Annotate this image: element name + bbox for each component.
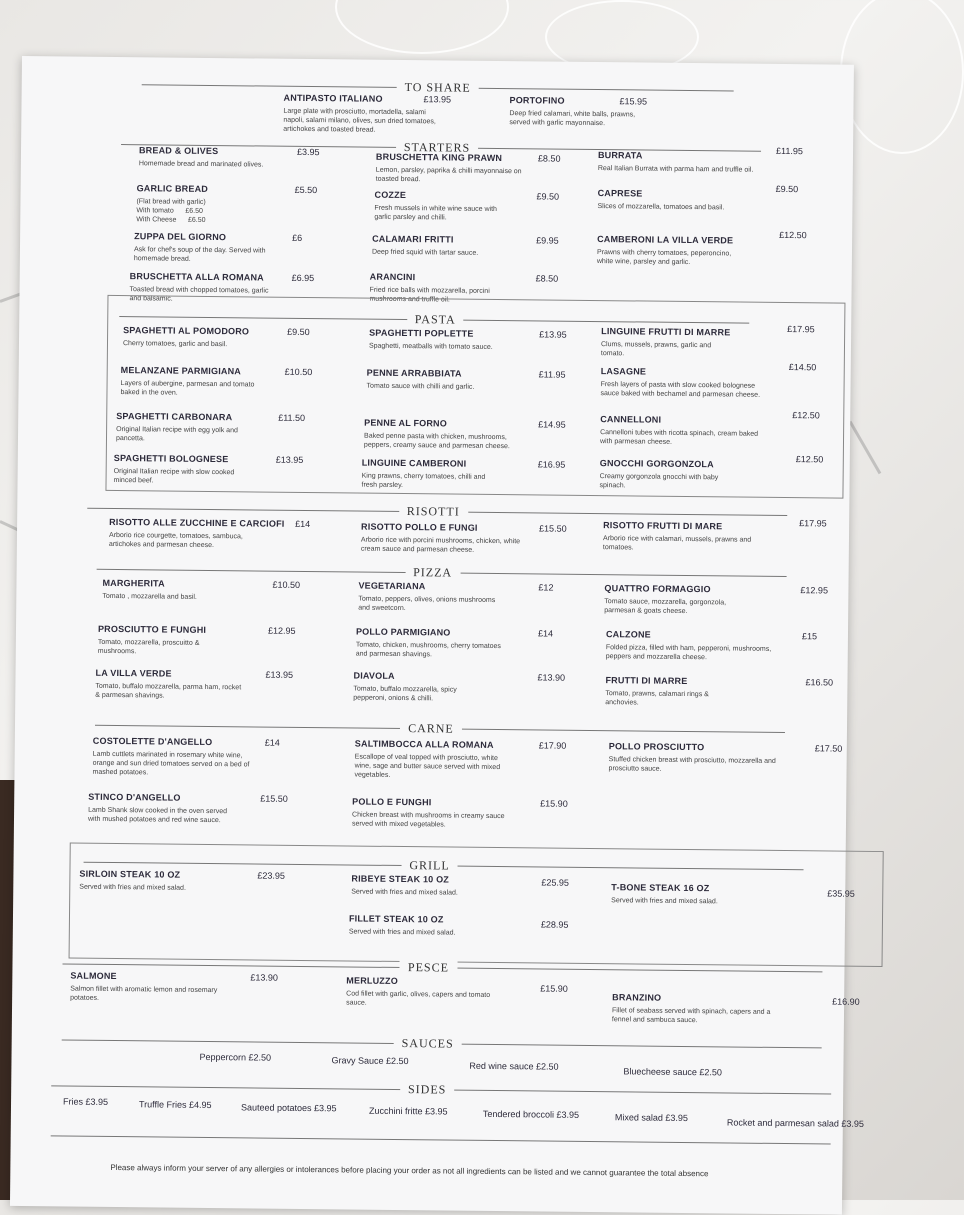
menu-item (361, 522, 611, 557)
item-name: COSTOLETTE D'ANGELLO (92, 735, 213, 748)
item-description: Escallope of veal topped with prosciutto, white wine, sage and butter sauce served with mixed vegetables. (354, 753, 501, 779)
menu-item (604, 583, 854, 618)
side-item: Truffle Fries £4.95 (138, 1099, 212, 1111)
item-name: SPAGHETTI CARBONARA (116, 411, 233, 423)
item-name: FRUTTI DI MARRE (605, 675, 688, 687)
item-description: Tomato, chicken, mushrooms, cherry tomatoes and parmesan shavings. (355, 641, 502, 659)
item-price: £11.95 (775, 145, 803, 157)
menu-item (102, 578, 352, 604)
item-price: £17.95 (799, 518, 827, 529)
item-price: £9.50 (287, 326, 310, 338)
item-name: BURRATA (597, 150, 643, 161)
item-description: Layers of aubergine, parmesan and tomato baked in the oven. (120, 380, 255, 397)
item-price: £13.90 (250, 972, 278, 983)
menu-sheet (10, 56, 865, 1215)
item-name: MARGHERITA (102, 577, 165, 589)
section-title: PESCE (400, 960, 457, 975)
menu-item (123, 325, 373, 351)
item-price: £35.95 (827, 888, 855, 899)
section-title: PASTA (407, 312, 464, 327)
item-name: CAPRESE (597, 188, 643, 199)
menu-item (114, 453, 364, 488)
section-title: TO SHARE (397, 80, 479, 95)
item-price: £3.95 (296, 146, 320, 158)
side-item: Tendered broccoli £3.95 (482, 1108, 580, 1120)
menu-item (600, 362, 850, 401)
item-price: £13.95 (265, 669, 294, 680)
menu-item (599, 454, 849, 493)
item-price: £12.95 (800, 585, 829, 596)
item-price: £14.95 (538, 419, 566, 430)
item-name: SPAGHETTI AL POMODORO (123, 325, 250, 337)
item-name: QUATTRO FORMAGGIO (604, 583, 711, 595)
item-description: Cherry tomatoes, garlic and basil. (122, 340, 228, 349)
menu-item (364, 418, 614, 453)
side-item: Mixed salad £3.95 (614, 1112, 689, 1124)
item-price: £25.95 (541, 877, 569, 888)
menu-item (70, 971, 320, 1006)
item-name: STINCO D'ANGELLO (88, 791, 181, 803)
item-name: ARANCINI (369, 271, 416, 283)
section-title: STARTERS (396, 140, 478, 155)
section-title: SAUCES (394, 1036, 462, 1051)
sauce-item: Red wine sauce £2.50 (469, 1060, 559, 1072)
item-name: SALMONE (70, 970, 117, 982)
item-price: £11.95 (538, 369, 566, 380)
item-description: Tomato sauce with chilli and garlic. (366, 382, 475, 391)
item-description: Deep fried squid with tartar sauce. (371, 248, 479, 257)
item-name: SPAGHETTI POPLETTE (369, 327, 474, 339)
item-description: Lamb cuttlets marinated in rosemary white wine, orange and sun dried tomatoes served on a bed of mashed potatoes. (92, 750, 250, 777)
item-description: Salmon fillet with aromatic lemon and rosemary potatoes. (70, 985, 218, 1002)
menu-item (353, 671, 603, 706)
item-price: £15.50 (260, 793, 288, 804)
menu-item (509, 95, 709, 129)
item-description: Real Italian Burrata with parma ham and truffle oil. (597, 165, 754, 174)
item-price: £14 (295, 518, 311, 530)
item-description: Prawns with cherry tomatoes, peperoncino, white wine, parsley and garlic. (596, 249, 732, 267)
item-price: £6.95 (291, 272, 315, 284)
item-name: MELANZANE PARMIGIANA (120, 365, 242, 377)
item-price: £10.50 (272, 579, 301, 590)
item-description: Homemade bread and marinated olives. (138, 160, 264, 169)
item-price: £16.50 (805, 677, 834, 688)
menu-item (351, 873, 601, 899)
item-price: £14 (537, 628, 554, 639)
item-name: GNOCCHI GORGONZOLA (599, 458, 714, 470)
item-description: Fried rice balls with mozzarella, porcini mushrooms and truffle oil. (369, 286, 490, 304)
menu-item (120, 365, 370, 400)
menu-item (605, 675, 855, 710)
item-price: £28.95 (540, 919, 569, 930)
item-name: RISOTTO ALLE ZUCCHINE E CARCIOFI (109, 516, 285, 529)
item-description: (Flat bread with garlic) (136, 198, 206, 206)
menu-item (352, 796, 602, 831)
menu-item (95, 668, 345, 703)
item-price: £5.50 (294, 184, 318, 196)
item-name: LA VILLA VERDE (95, 667, 172, 679)
section-starters (21, 134, 853, 304)
side-item: Fries £3.95 (63, 1096, 109, 1107)
item-name: SPAGHETTI BOLOGNESE (113, 452, 229, 465)
item-name: COZZE (374, 189, 407, 201)
item-description: Arborio rice courgette, tomatoes, sambuca, artichokes and parmesan cheese. (108, 531, 243, 550)
section-title: RISOTTI (399, 504, 468, 519)
menu-item (98, 624, 348, 659)
menu-item (597, 183, 847, 214)
item-description: Stuffed chicken breast with prosciutto, mozzarella and prosciutto sauce. (608, 756, 776, 773)
section-sauces (12, 1030, 844, 1078)
item-price: £17.95 (787, 324, 815, 335)
menu-item (136, 183, 386, 227)
menu-item (283, 93, 483, 136)
item-description: Original Italian recipe with egg yolk and pancetta. (115, 426, 238, 443)
menu-item (612, 992, 862, 1027)
menu-item (358, 581, 608, 616)
item-description: Baked penne pasta with chicken, mushrooms, peppers, creamy sauce and parmesan cheese. (363, 432, 510, 451)
item-price: £15.90 (540, 983, 568, 994)
menu-item (599, 410, 850, 449)
sauce-item: Bluecheese sauce £2.50 (623, 1066, 723, 1078)
item-description: Chicken breast with mushrooms in creamy sauce served with mixed vegetables. (351, 811, 505, 829)
item-description: Tomato, buffalo mozzarella, parma ham, rocket & parmesan shavings. (95, 682, 242, 700)
marble-vein (849, 421, 882, 474)
sauce-item: Peppercorn £2.50 (199, 1051, 272, 1063)
item-name: CAMBERONI LA VILLA VERDE (597, 234, 734, 246)
side-item: Rocket and parmesan salad £3.95 (726, 1117, 865, 1129)
menu-item (596, 229, 847, 269)
menu-item (88, 792, 338, 827)
item-name: PROSCIUTTO E FUNGHI (97, 623, 207, 635)
item-description: Creamy gorgonzola gnocchi with baby spinach. (599, 473, 719, 490)
item-description: Tomato, peppers, olives, onions mushrooms and sweetcorn. (358, 595, 496, 613)
section-title: SIDES (400, 1082, 454, 1097)
item-name: CANNELLONI (600, 414, 662, 425)
item-price: £17.50 (814, 743, 843, 754)
item-name: PORTOFINO (509, 95, 565, 106)
allergy-notice: Please always inform your server of any allergies or intolerances before placing your order as not all ingredients can be listed and we cannot guarantee the total absence (110, 1162, 709, 1179)
side-item: Zucchini fritte £3.95 (368, 1105, 448, 1117)
menu-item (609, 741, 859, 776)
item-option: With tomato £6.50 (136, 207, 203, 215)
item-price: £12.50 (779, 229, 807, 241)
item-description: Spaghetti, meatballs with tomato sauce. (368, 342, 493, 351)
item-name: T-BONE STEAK 16 OZ (611, 882, 710, 894)
section-title: GRILL (401, 858, 457, 873)
item-price: £6 (292, 232, 303, 243)
menu-item (605, 629, 818, 663)
item-description: Tomato sauce, mozzarella, gorgonzola, parmesan & goats cheese. (604, 598, 727, 615)
item-description: Deep fried calamari, white balls, prawns, served with garlic mayonnaise. (509, 110, 636, 128)
menu-item (603, 520, 853, 555)
item-name: POLLO PARMIGIANO (355, 626, 451, 638)
wine-glass-base (335, 0, 509, 54)
section-header (11, 1076, 843, 1103)
menu-item (354, 739, 604, 783)
item-price: £11.50 (278, 412, 306, 423)
menu-item (597, 145, 848, 176)
item-name: GARLIC BREAD (136, 183, 209, 194)
section-risotti (17, 498, 849, 554)
item-name: PENNE ARRABBIATA (366, 367, 462, 379)
item-price: £13.95 (539, 329, 567, 340)
item-price: £8.50 (535, 273, 559, 284)
item-description: Served with fries and mixed salad. (348, 928, 456, 937)
item-price: £12 (538, 582, 554, 593)
item-name: RIBEYE STEAK 10 OZ (351, 873, 450, 885)
item-description: Served with fries and mixed salad. (351, 888, 458, 897)
item-price: £17.90 (538, 740, 567, 751)
item-name: SIRLOIN STEAK 10 OZ (79, 868, 181, 880)
item-name: BRUSCHETTA KING PRAWN (375, 151, 503, 164)
item-option: With Cheese £6.50 (136, 216, 206, 224)
item-description: Original Italian recipe with slow cooked minced beef. (113, 467, 235, 485)
menu-item (376, 152, 626, 187)
item-description: Served with fries and mixed salad. (611, 897, 718, 906)
item-description: Fresh layers of pasta with slow cooked bolognese sauce baked with bechamel and parmesan cheese. (600, 381, 761, 399)
menu-item (611, 882, 861, 908)
sauce-item: Gravy Sauce £2.50 (331, 1055, 409, 1067)
item-name: POLLO E FUNGHI (352, 796, 432, 808)
menu-item (369, 328, 619, 354)
item-description: Arborio rice with porcini mushrooms, chicken, white cream sauce and parmesan cheese. (360, 536, 521, 554)
item-price: £10.50 (284, 366, 313, 378)
section-to-share (22, 74, 854, 134)
item-name: BRUSCHETTA ALLA ROMANA (129, 271, 264, 283)
item-description: Lamb Shank slow cooked in the oven served with mushed potatoes and red wine sauce. (87, 806, 228, 825)
menu-item (367, 368, 617, 394)
menu-item (361, 458, 611, 493)
section-header (12, 1030, 844, 1057)
item-name: BRANZINO (612, 992, 662, 1003)
item-price: £13.90 (537, 672, 566, 683)
item-name: ANTIPASTO ITALIANO (283, 92, 383, 104)
menu-item (346, 975, 596, 1010)
item-price: £13.95 (423, 94, 452, 105)
item-name: LINGUINE CAMBERONI (361, 457, 467, 469)
item-price: £9.50 (775, 183, 799, 195)
item-name: LINGUINE FRUTTI DI MARRE (601, 326, 731, 338)
item-price: £9.50 (536, 191, 560, 202)
item-description: Clums, mussels, prawns, garlic and tomato. (600, 341, 712, 358)
menu-item (372, 234, 622, 260)
section-pizza (17, 559, 849, 707)
menu-item (374, 190, 624, 225)
item-description: Arborio rice with calamari, mussels, prawns and tomatoes. (602, 535, 752, 552)
item-price: £23.95 (257, 870, 286, 881)
item-description: Ask for chef's soup of the day. Served with homemade bread. (133, 246, 266, 263)
item-description: Tomato , mozzarella and basil. (102, 592, 197, 601)
item-price: £14 (264, 737, 280, 748)
item-name: CALAMARI FRITTI (372, 233, 454, 245)
item-name: RISOTTO FRUTTI DI MARE (603, 520, 723, 532)
section-title: PIZZA (405, 565, 460, 580)
item-price: £12.50 (792, 410, 820, 421)
item-name: VEGETARIANA (358, 580, 426, 592)
item-price: £15.90 (540, 798, 568, 809)
item-description: Tomato, prawns, calamari rings & anchovies. (605, 690, 709, 707)
item-description: Tomato, buffalo mozzarella, spicy pepperoni, onions & chilli. (353, 685, 457, 703)
item-price: £9.95 (536, 235, 559, 246)
section-carne (15, 715, 847, 829)
menu-item (601, 326, 851, 361)
item-name: ZUPPA DEL GIORNO (134, 231, 227, 243)
item-name: RISOTTO POLLO E FUNGI (361, 521, 478, 533)
item-name: BREAD & OLIVES (138, 145, 219, 157)
item-description: Lemon, parsley, paprika & chilli mayonnaise on toasted bread. (375, 166, 522, 184)
item-name: POLLO PROSCIUTTO (608, 741, 705, 753)
menu-item (139, 145, 389, 171)
item-price: £16.90 (832, 996, 860, 1007)
item-name: PENNE AL FORNO (364, 417, 448, 429)
item-description: Large plate with prosciutto, mortadella, salami napoli, salami milano, olives, sun dried tomatoes, artichokes and toasted bread. (283, 107, 436, 134)
item-price: £8.50 (537, 153, 561, 164)
water-glass (840, 0, 964, 154)
item-name: FILLET STEAK 10 OZ (348, 913, 444, 925)
item-price: £12.95 (267, 625, 296, 636)
item-description: Folded pizza, filled with ham, pepperoni, mushrooms, peppers and mozzarella cheese. (605, 644, 772, 662)
menu-item (356, 627, 606, 662)
item-price: £15.95 (619, 96, 648, 107)
menu-item (79, 869, 329, 895)
item-description: Slices of mozzarella, tomatoes and basil. (597, 203, 725, 212)
item-description: Cod fillet with garlic, olives, capers and tomato sauce. (346, 990, 491, 1007)
item-price: £14.50 (788, 362, 817, 373)
menu-item (92, 736, 342, 780)
item-description: Served with fries and mixed salad. (79, 883, 186, 892)
side-item: Sauteed potatoes £3.95 (240, 1102, 337, 1114)
item-description: Toasted bread with chopped tomatoes, garlic and balsamic. (129, 286, 269, 303)
item-description: Fresh mussels in white wine sauce with garlic parsley and chilli. (374, 204, 498, 222)
section-sides (11, 1076, 865, 1129)
menu-item (116, 411, 366, 446)
item-price: £13.95 (275, 454, 304, 465)
item-name: CALZONE (605, 629, 651, 640)
item-price: £12.50 (795, 454, 824, 465)
item-price: £15 (801, 631, 818, 642)
menu-item (134, 231, 384, 266)
item-description: Tomato, mozzarella, proscuitto & mushrooms. (97, 638, 200, 656)
closing-rule (11, 1126, 843, 1153)
menu-item (109, 517, 369, 552)
item-name: LASAGNE (600, 366, 647, 377)
item-name: MERLUZZO (346, 975, 398, 986)
menu-item (349, 913, 599, 939)
item-price: £15.50 (539, 523, 567, 534)
item-name: SALTIMBOCCA ALLA ROMANA (354, 738, 494, 750)
item-name: DIAVOLA (353, 670, 395, 681)
item-description: Cannelloni tubes with ricotta spinach, cream baked with parmesan cheese. (599, 429, 759, 446)
item-price: £16.95 (537, 459, 566, 470)
item-description: King prawns, cherry tomatoes, chilli and fresh parsley. (361, 472, 486, 490)
section-title: CARNE (400, 721, 462, 736)
item-description: Fillet of seabass served with spinach, capers and a fennel and sambuca sauce. (611, 1007, 771, 1025)
